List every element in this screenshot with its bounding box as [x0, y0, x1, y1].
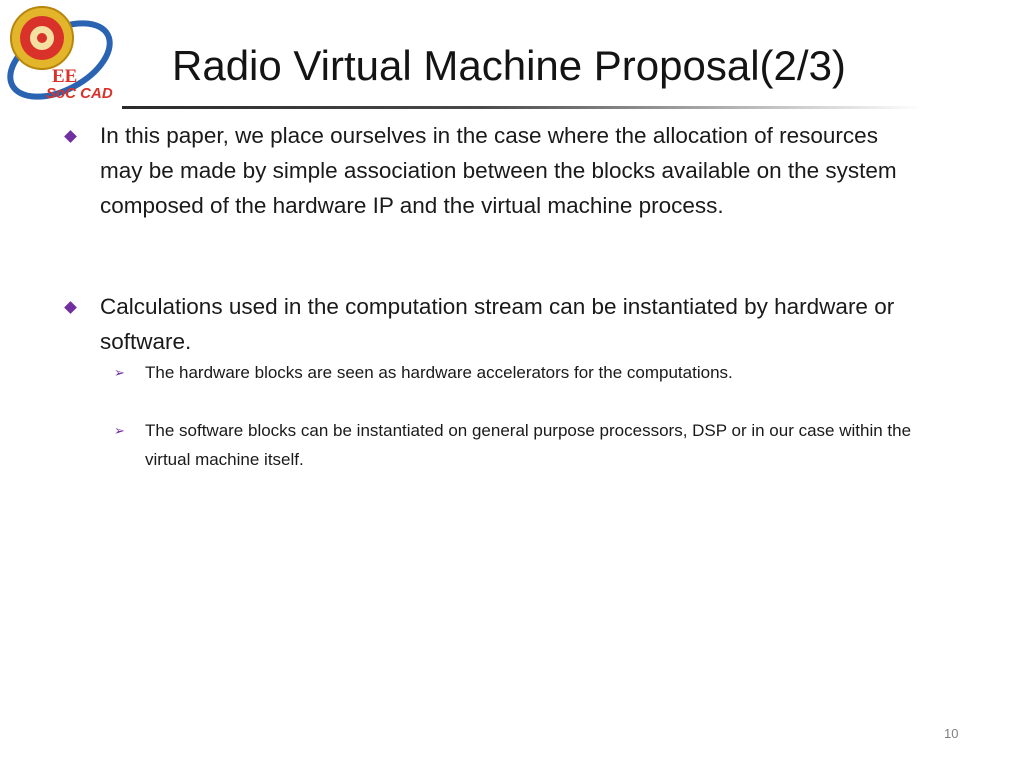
- sub-bullet-item: [114, 416, 945, 474]
- logo-graphic: [2, 2, 122, 106]
- bullet-text: In this paper, we place ourselves in the case where the allocation of resources may be made by simple association between the blocks available on the system composed of the hardware IP and the virtual machine process.: [100, 123, 897, 218]
- logo-soc-cad-text: SoC CAD: [46, 85, 113, 102]
- bullet-item: [100, 289, 920, 359]
- logo-ee-text: EE: [52, 66, 78, 87]
- arrow-bullet-icon: ➢: [114, 424, 125, 439]
- diamond-bullet-icon: [64, 130, 77, 143]
- slide-title: Radio Virtual Machine Proposal(2/3): [172, 42, 846, 89]
- title-divider: [122, 106, 922, 109]
- diamond-bullet-icon: [64, 301, 77, 314]
- page-number: 10: [944, 726, 959, 741]
- sub-bullet-text: The software blocks can be instantiated on general purpose processors, DSP or in our case within the virtual machine itself.: [145, 421, 912, 469]
- sub-bullet-item: [114, 358, 945, 387]
- ee-soc-cad-logo: [2, 2, 122, 106]
- bullet-text: Calculations used in the computation stream can be instantiated by hardware or software.: [100, 294, 895, 354]
- bullet-item: [100, 118, 920, 223]
- arrow-bullet-icon: ➢: [114, 366, 125, 381]
- sub-bullet-text: The hardware blocks are seen as hardware accelerators for the computations.: [145, 363, 733, 382]
